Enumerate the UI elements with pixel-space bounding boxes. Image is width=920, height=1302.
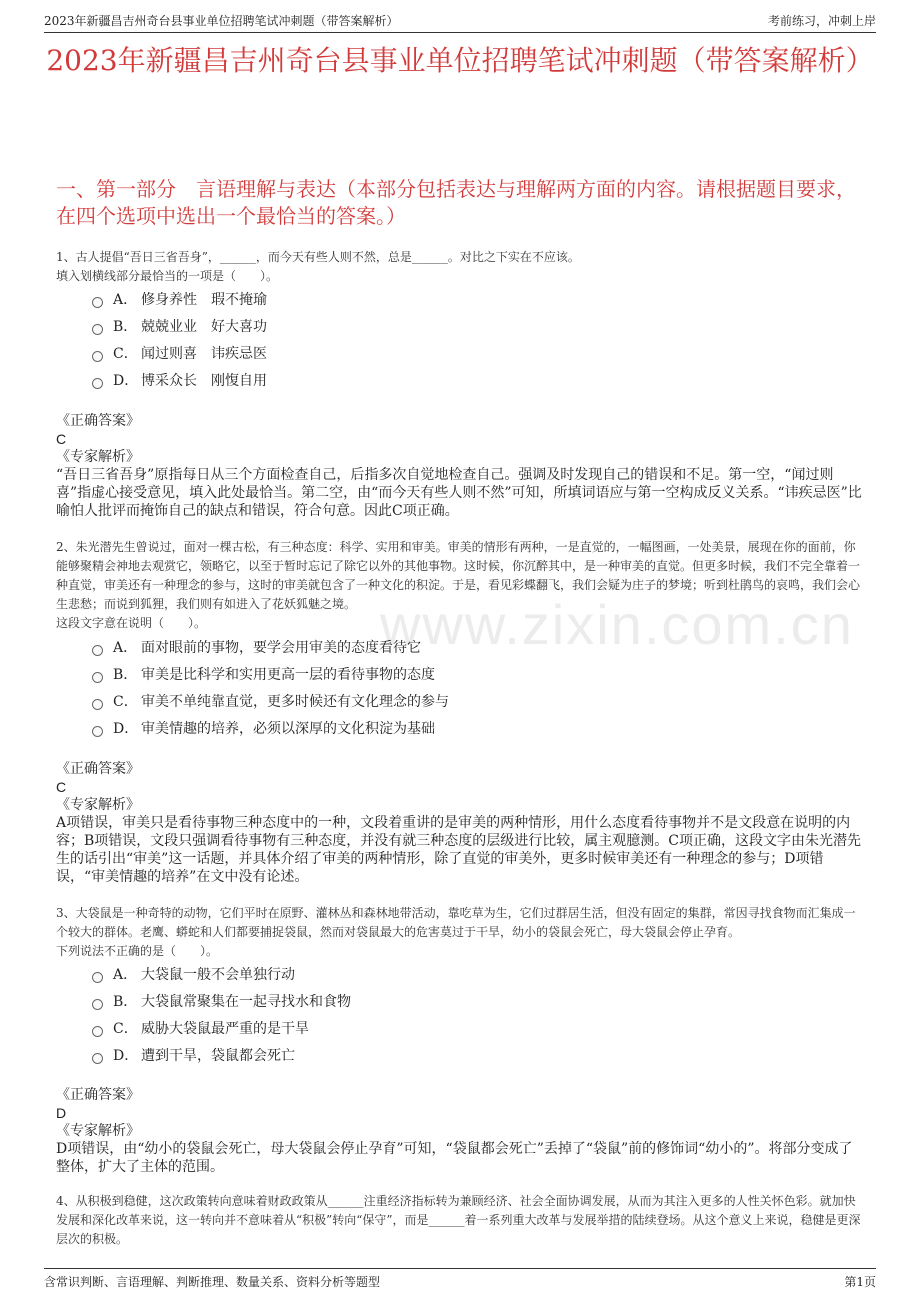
radio-icon[interactable]: [92, 645, 103, 656]
option-text: 兢兢业业 好大喜功: [141, 318, 267, 335]
option-letter: C．: [113, 693, 138, 710]
question-stem: 2、朱光潜先生曾说过，面对一棵古松，有三种态度：科学、实用和审美。审美的情形有两种，一是直觉的，一幅图画，一处美景，展现在你的面前，你能够聚精会神地去观赏它，领略它，以至于暂时忘记了除它以外的其他事物。这时候，你沉醉其中，是一种审美的直觉。但更多时候，我们不完全靠着一种直觉，审美还有一种理念的参与，这时的审美就包含了一种文化的积淀。于是，看见彩蝶翻飞，我们会疑为庄子的梦境；听到杜鹃鸟的哀鸣，我们会心生悲愁；而说到狐狸，我们则有如进入了花妖狐魅之境。: [56, 540, 861, 611]
option-letter: A．: [113, 291, 138, 308]
header-title: 2023年新疆昌吉州奇台县事业单位招聘笔试冲刺题（带答案解析）: [44, 14, 399, 28]
question-stem: 3、大袋鼠是一种奇特的动物，它们平时在原野、灌林丛和森林地带活动，靠吃草为生，它们过群居生活，但没有固定的集群，常因寻找食物而汇集成一个较大的群体。老鹰、蟒蛇和人们都要捕捉袋鼠，然而对袋鼠最大的危害莫过于干旱，幼小的袋鼠会死亡，母大袋鼠会停止孕育。: [56, 906, 856, 939]
option-letter: A．: [113, 639, 138, 656]
correct-answer: C: [56, 779, 67, 795]
correct-answer: D: [56, 1105, 67, 1121]
option-letter: D．: [113, 720, 139, 737]
radio-icon[interactable]: [92, 1053, 103, 1064]
option-b[interactable]: [92, 661, 449, 688]
question-3-options: [92, 961, 351, 1069]
answer-label: 《正确答案》: [56, 761, 140, 777]
question-stem: 4、从积极到稳健，这次政策转向意味着财政政策从______注重经济指标转为兼顾经济、社会全面协调发展，从而为其注入更多的人性关怀色彩。就加快发展和深化改革来说，这一转向并不意味着从“积极”转向“保守”，而是______着一系列重大改革与发展举措的陆续登场。从这个意义上来说，稳健是更深层次的积极。: [56, 1194, 861, 1246]
option-letter: D．: [113, 372, 139, 389]
question-prompt: 下列说法不正确的是（ ）。: [56, 944, 219, 958]
option-d[interactable]: [92, 1042, 351, 1069]
analysis-label: 《专家解析》: [56, 797, 140, 813]
radio-icon[interactable]: [92, 726, 103, 737]
option-letter: B．: [113, 318, 138, 335]
option-text: 大袋鼠一般不会单独行动: [141, 966, 295, 983]
option-a[interactable]: [92, 961, 351, 988]
option-c[interactable]: [92, 1015, 351, 1042]
page-header: [44, 10, 876, 33]
radio-icon[interactable]: [92, 972, 103, 983]
option-d[interactable]: [92, 715, 449, 742]
option-letter: B．: [113, 666, 138, 683]
option-letter: D．: [113, 1047, 139, 1064]
option-c[interactable]: [92, 340, 267, 367]
answer-label: 《正确答案》: [56, 413, 140, 429]
question-prompt: 这段文字意在说明（ ）。: [56, 616, 207, 630]
analysis-text: “吾日三省吾身”原指每日从三个方面检查自己，后指多次自觉地检查自己。强调及时发现自己的错误和不足。第一空，“闻过则喜”指虚心接受意见，填入此处最恰当。第二空，由“而今天有些人则不然”可知，所填词语应与第一空构成反义关系。“讳疾忌医”比喻怕人批评而掩饰自己的缺点和错误，符合句意。因此C项正确。: [56, 467, 862, 519]
option-text: 威胁大袋鼠最严重的是干旱: [141, 1020, 309, 1037]
question-1-options: [92, 286, 267, 394]
question-4-stem: [56, 1192, 864, 1249]
option-letter: B．: [113, 993, 138, 1010]
question-2-stem: [56, 538, 864, 633]
page-footer: [44, 1268, 876, 1291]
option-b[interactable]: [92, 988, 351, 1015]
option-c[interactable]: [92, 688, 449, 715]
option-text: 修身养性 瑕不掩瑜: [141, 291, 267, 308]
analysis-label: 《专家解析》: [56, 449, 140, 465]
document-title: 2023年新疆昌吉州奇台县事业单位招聘笔试冲刺题（带答案解析）: [46, 44, 874, 77]
option-d[interactable]: [92, 367, 267, 394]
correct-answer: C: [56, 431, 67, 447]
option-text: 遭到干旱，袋鼠都会死亡: [141, 1047, 295, 1064]
option-text: 大袋鼠常聚集在一起寻找水和食物: [141, 993, 351, 1010]
option-text: 审美情趣的培养，必须以深厚的文化积淀为基础: [141, 720, 435, 737]
option-a[interactable]: [92, 286, 267, 313]
question-stem: 1、古人提倡“吾日三省吾身”，______，而今天有些人则不然，总是______。对比之下实在不应该。: [56, 250, 580, 264]
footer-note: 含常识判断、言语理解、判断推理、数量关系、资料分析等题型: [44, 1275, 381, 1289]
analysis-text: A项错误，审美只是看待事物三种态度中的一种，文段着重讲的是审美的两种情形，用什么态度看待事物并不是文段意在说明的内容；B项错误，文段只强调看待事物有三种态度，并没有就三种态度的层级进行比较，属主观臆测。C项正确，这段文字由朱光潜先生的话引出“审美”这一话题，并具体介绍了审美的两种情形，除了直觉的审美外，更多时候审美还有一种理念的参与；D项错误，“审美情趣的培养”在文中没有论述。: [56, 815, 861, 885]
option-a[interactable]: [92, 634, 449, 661]
analysis-label: 《专家解析》: [56, 1123, 140, 1139]
option-text: 闻过则喜 讳疾忌医: [141, 345, 267, 362]
option-text: 博采众长 刚愎自用: [141, 372, 267, 389]
question-1-answer-block: [56, 412, 864, 520]
question-3-answer-block: [56, 1086, 864, 1176]
option-b[interactable]: [92, 313, 267, 340]
option-text: 审美不单纯靠直觉，更多时候还有文化理念的参与: [141, 693, 449, 710]
answer-label: 《正确答案》: [56, 1087, 140, 1103]
radio-icon[interactable]: [92, 351, 103, 362]
page-number: 第1页: [844, 1275, 876, 1289]
option-text: 面对眼前的事物，要学会用审美的态度看待它: [141, 639, 421, 656]
question-2-options: [92, 634, 449, 742]
question-prompt: 填入划横线部分最恰当的一项是（ ）。: [56, 269, 279, 283]
question-1-stem: [56, 248, 864, 286]
radio-icon[interactable]: [92, 1026, 103, 1037]
question-2-answer-block: [56, 760, 864, 886]
analysis-text: D项错误，由“幼小的袋鼠会死亡，母大袋鼠会停止孕育”可知，“袋鼠都会死亡”丢掉了“袋鼠”前的修饰词“幼小的”。将部分变成了整体，扩大了主体的范围。: [56, 1141, 853, 1175]
radio-icon[interactable]: [92, 378, 103, 389]
radio-icon[interactable]: [92, 999, 103, 1010]
option-text: 审美是比科学和实用更高一层的看待事物的态度: [141, 666, 435, 683]
question-3-stem: [56, 904, 864, 961]
option-letter: C．: [113, 345, 138, 362]
radio-icon[interactable]: [92, 324, 103, 335]
radio-icon[interactable]: [92, 297, 103, 308]
header-slogan: 考前练习，冲刺上岸: [767, 14, 876, 28]
section-heading: 一、第一部分 言语理解与表达（本部分包括表达与理解两方面的内容。请根据题目要求，在四个选项中选出一个最恰当的答案。）: [56, 177, 856, 228]
watermark: www.zixin.com.cn: [380, 593, 854, 656]
option-letter: C．: [113, 1020, 138, 1037]
option-letter: A．: [113, 966, 138, 983]
radio-icon[interactable]: [92, 672, 103, 683]
radio-icon[interactable]: [92, 699, 103, 710]
